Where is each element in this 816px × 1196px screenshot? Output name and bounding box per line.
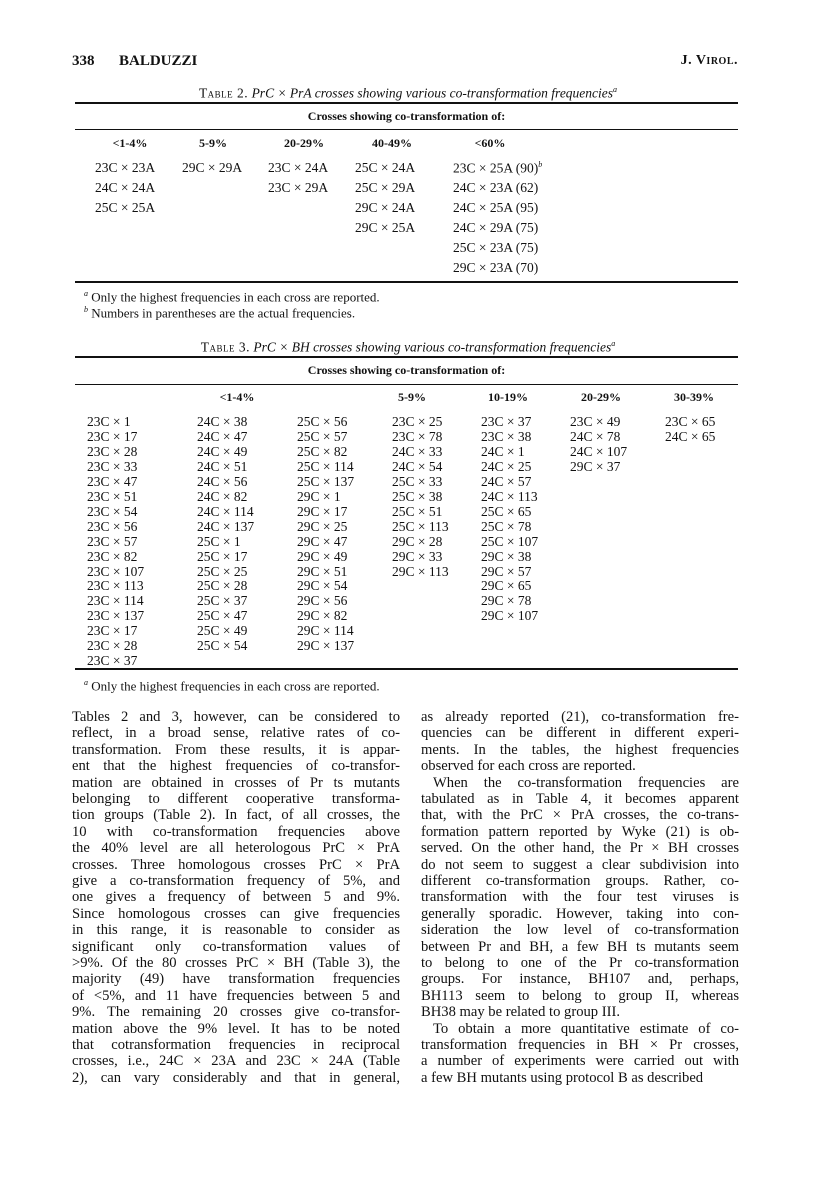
cell-text: 23C × 29A — [268, 180, 329, 195]
table2-caption — [0, 85, 816, 102]
table-cell — [297, 534, 347, 550]
column-header: 20-29% — [581, 390, 621, 404]
table-cell — [481, 564, 531, 580]
table-cell — [392, 429, 442, 445]
footnote-text: Only the highest frequencies in each cross are reported. — [91, 289, 380, 305]
body-line: tabulated as in Table 4, it becomes apparent — [421, 791, 739, 807]
table-cell — [87, 504, 137, 520]
body-line: served. On the other hand, the Pr × BH crosses — [421, 840, 739, 857]
body-line: ent that the highest frequencies of co-transfor- — [72, 758, 400, 775]
table3-top-rule — [75, 356, 738, 358]
cell-text: 24C × 113 — [481, 488, 538, 504]
cell-text: 23C × 114 — [87, 593, 144, 609]
table-cell — [481, 444, 525, 460]
table-cell — [87, 608, 144, 624]
cell-text: 23C × 47 — [87, 473, 138, 489]
cell-text: 29C × 107 — [481, 608, 539, 624]
body-line: of <5%, and 11 have frequencies between 5 and — [72, 987, 400, 1004]
table-cell — [355, 180, 415, 196]
table-cell — [570, 414, 620, 430]
table-cell — [297, 519, 347, 535]
table-cell — [297, 578, 347, 594]
table-cell — [197, 489, 247, 505]
column-header: 5-9% — [398, 390, 426, 404]
table2-bottom-rule — [75, 281, 738, 283]
cell-text: 24C × 23A (62) — [453, 180, 539, 195]
cell-text: 24C × 25A (95) — [453, 200, 539, 215]
body-line: formation pattern reported by Wyke (21) is ob- — [421, 823, 739, 840]
cell-text: 25C × 47 — [197, 608, 248, 624]
table-cell — [87, 444, 137, 460]
table-cell — [453, 180, 538, 196]
cell-text: 29C × 28 — [392, 533, 443, 549]
cell-text: 23C × 113 — [87, 578, 144, 594]
cell-text: 29C × 1 — [297, 488, 341, 504]
cell-text: 23C × 25A (90) — [453, 160, 539, 176]
table-cell — [197, 414, 247, 430]
table-cell — [95, 200, 155, 216]
body-line: belonging to different cooperative transforma- — [72, 791, 400, 807]
table3-caption — [0, 339, 816, 356]
table-cell — [197, 459, 247, 475]
cell-text: 25C × 24A — [355, 160, 416, 175]
cell-text: 24C × 25 — [481, 458, 532, 474]
body-line: tion groups (Table 2). In fact, of all crosses, the — [72, 807, 400, 824]
cell-text: 23C × 1 — [87, 414, 131, 429]
table-cell — [197, 564, 247, 580]
table-cell — [570, 429, 620, 445]
body-line: Tables 2 and 3, however, can be considered to — [72, 709, 400, 725]
table-cell — [197, 608, 247, 624]
cell-text: 23C × 54 — [87, 503, 138, 519]
body-line: reflect, in a broad sense, relative rates of co- — [72, 725, 400, 742]
table-cell — [87, 519, 137, 535]
column-header: 30-39% — [674, 390, 714, 404]
table-cell — [481, 578, 531, 594]
table-cell — [297, 564, 347, 580]
table-cell — [197, 593, 247, 609]
cell-text: 29C × 57 — [481, 563, 532, 579]
table-cell — [481, 519, 531, 535]
cell-text: 23C × 38 — [481, 428, 532, 444]
cell-text: 25C × 82 — [297, 443, 348, 459]
body-line: BH38 may be related to group III. — [421, 1004, 620, 1021]
table-cell — [87, 489, 137, 505]
cell-text: 24C × 54 — [392, 458, 443, 474]
cell-text: 29C × 47 — [297, 533, 348, 549]
table-cell — [570, 444, 627, 460]
cell-text: 24C × 24A — [95, 180, 156, 195]
table-cell — [87, 459, 137, 475]
cell-text: 25C × 23A (75) — [453, 240, 539, 255]
table-cell — [481, 429, 531, 445]
cell-text: 25C × 137 — [297, 473, 355, 489]
cell-text: 23C × 24A — [268, 160, 329, 175]
table-cell — [268, 180, 328, 196]
table-cell — [87, 578, 144, 594]
body-line: crosses, i.e., 24C × 23A and 23C × 24A (Table — [72, 1053, 400, 1070]
body-line: transformation with the four test viruses is — [421, 889, 739, 906]
table-cell — [87, 623, 137, 639]
cell-text: 24C × 56 — [197, 473, 248, 489]
table-cell — [392, 534, 442, 550]
table-cell — [297, 504, 347, 520]
body-line: different co-transformation groups. Rather, co- — [421, 873, 739, 889]
table-cell — [87, 534, 137, 550]
cell-text: 23C × 23A — [95, 160, 156, 175]
cell-text: 23C × 65 — [665, 414, 716, 429]
body-line: to belong to one of the Pr co-transformation — [421, 955, 739, 971]
table-cell — [182, 160, 242, 176]
cell-text: 25C × 107 — [481, 533, 539, 549]
table-cell — [297, 429, 347, 445]
table-cell — [197, 519, 254, 535]
cell-text: 29C × 25 — [297, 518, 348, 534]
table-cell — [297, 414, 347, 430]
table-cell — [665, 414, 715, 430]
body-line: the 40% level are all heterologous PrC × PrA — [72, 840, 400, 857]
cell-text: 29C × 78 — [481, 593, 532, 609]
table2-title-note: a — [613, 85, 618, 94]
table-cell — [392, 474, 442, 490]
table-cell — [268, 160, 328, 176]
column-header: <60% — [474, 136, 506, 150]
cell-text: 25C × 56 — [297, 414, 348, 429]
cell-text: 29C × 49 — [297, 548, 348, 564]
body-line: in this range, it is reasonable to consider as — [72, 922, 400, 939]
footnote-mark: b — [538, 160, 543, 169]
cell-text: 24C × 114 — [197, 503, 254, 519]
body-line: ments. In the tables, the highest frequencies — [421, 741, 739, 758]
table-cell — [297, 608, 347, 624]
table-cell — [87, 593, 144, 609]
cell-text: 25C × 51 — [392, 503, 443, 519]
table-cell — [355, 200, 415, 216]
table3-bottom-rule — [75, 668, 738, 670]
table-cell — [392, 549, 442, 565]
column-header: 10-19% — [488, 390, 528, 404]
cell-text: 29C × 24A — [355, 200, 416, 215]
body-line: groups. For instance, BH107 and, perhaps, — [421, 971, 739, 988]
cell-text: 24C × 29A (75) — [453, 220, 539, 235]
cell-text: 23C × 107 — [87, 563, 145, 579]
cell-text: 23C × 28 — [87, 443, 138, 459]
cell-text: 24C × 51 — [197, 458, 248, 474]
table-cell — [481, 534, 538, 550]
body-line: When the co-transformation frequencies are — [433, 774, 739, 791]
body-line: that cotransformation frequencies in reciprocal — [72, 1037, 400, 1053]
footnote-mark: a — [84, 289, 88, 298]
table-cell — [87, 549, 137, 565]
table-cell — [355, 220, 415, 236]
cell-text: 25C × 1 — [197, 533, 241, 549]
table-cell — [197, 474, 247, 490]
running-head-author: BALDUZZI — [119, 53, 198, 69]
cell-text: 29C × 38 — [481, 548, 532, 564]
table-cell — [392, 504, 442, 520]
cell-text: 29C × 33 — [392, 548, 443, 564]
page-number: 338 — [72, 53, 95, 69]
cell-text: 25C × 37 — [197, 593, 248, 609]
cell-text: 25C × 38 — [392, 488, 443, 504]
cell-text: 24C × 1 — [481, 443, 525, 459]
column-header: 20-29% — [284, 136, 324, 150]
cell-text: 24C × 49 — [197, 443, 248, 459]
table-cell — [665, 429, 715, 445]
body-line: a number of experiments were carried out with — [421, 1053, 739, 1070]
cell-text: 23C × 28 — [87, 638, 138, 654]
cell-text: 29C × 51 — [297, 563, 348, 579]
body-line: BH113 seem to belong to group II, whereas — [421, 987, 739, 1004]
cell-text: 25C × 113 — [392, 518, 449, 534]
body-line: Since homologous crosses can give frequencies — [72, 905, 400, 922]
table-cell — [297, 459, 354, 475]
table-cell — [453, 220, 538, 236]
table2-rule — [75, 129, 738, 130]
table3-rule — [75, 384, 738, 385]
table2-top-rule — [75, 102, 738, 104]
body-line: transformation frequencies in BH × Pr crosses, — [421, 1037, 739, 1053]
table-cell — [481, 504, 531, 520]
table-footnote — [84, 678, 380, 694]
cell-text: 23C × 37 — [481, 414, 532, 429]
body-line: transformation. From these results, it is appar- — [72, 741, 400, 758]
table-cell — [392, 564, 449, 580]
column-header: 5-9% — [199, 136, 227, 150]
body-line: 10 with co-transformation frequencies above — [72, 823, 400, 840]
table-cell — [95, 160, 155, 176]
cell-text: 23C × 49 — [570, 414, 621, 429]
body-line: significant only co-transformation values of — [72, 938, 400, 955]
table-cell — [87, 429, 137, 445]
cell-text: 24C × 33 — [392, 443, 443, 459]
cell-text: 23C × 78 — [392, 428, 443, 444]
table-cell — [297, 444, 347, 460]
cell-text: 23C × 56 — [87, 518, 138, 534]
table-cell — [297, 474, 354, 490]
footnote-text: Only the highest frequencies in each cross are reported. — [91, 678, 380, 694]
body-line: one gives a frequency of between 5 and 9%. — [72, 889, 400, 906]
cell-text: 25C × 54 — [197, 638, 248, 654]
table-cell — [297, 638, 354, 654]
cell-text: 23C × 137 — [87, 608, 145, 624]
cell-text: 29C × 17 — [297, 503, 348, 519]
body-line: mation above the 9% level. It has to be noted — [72, 1020, 400, 1037]
cell-text: 25C × 25A — [95, 200, 156, 215]
cell-text: 25C × 49 — [197, 623, 248, 639]
cell-text: 29C × 137 — [297, 638, 355, 654]
cell-text: 24C × 47 — [197, 428, 248, 444]
column-header: <1-4% — [219, 390, 255, 404]
body-line: 2), can vary considerably and that in general, — [72, 1069, 400, 1086]
cell-text: 23C × 17 — [87, 428, 138, 444]
table2-label: Table 2. — [198, 85, 249, 101]
table-cell — [87, 414, 131, 430]
cell-text: 23C × 82 — [87, 548, 138, 564]
table-cell — [297, 623, 354, 639]
cell-text: 23C × 25 — [392, 414, 443, 429]
table-footnote — [84, 289, 380, 305]
column-header: 40-49% — [372, 136, 412, 150]
table-cell — [197, 549, 247, 565]
body-line: a few BH mutants using protocol B as described — [421, 1069, 704, 1086]
table-cell — [481, 459, 531, 475]
body-line: between Pr and BH, a few BH ts mutants seem — [421, 938, 739, 955]
cell-text: 24C × 57 — [481, 473, 532, 489]
table3-label: Table 3. — [200, 339, 250, 355]
cell-text: 24C × 65 — [665, 428, 716, 444]
table-cell — [392, 444, 442, 460]
table-cell — [197, 578, 247, 594]
cell-text: 29C × 56 — [297, 593, 348, 609]
body-line: sideration the low level of co-transformation — [421, 922, 739, 939]
table-cell — [453, 200, 538, 216]
table-cell — [481, 474, 531, 490]
cell-text: 24C × 38 — [197, 414, 248, 429]
table-footnote — [84, 305, 355, 321]
body-line: mation are obtained in crosses of Pr ts mutants — [72, 774, 400, 791]
cell-text: 25C × 65 — [481, 503, 532, 519]
cell-text: 29C × 29A — [182, 160, 243, 175]
table-cell — [453, 260, 538, 276]
body-line: majority (49) have transformation frequencies — [72, 971, 400, 988]
cell-text: 29C × 23A (70) — [453, 260, 539, 275]
running-head-journal: J. Virol. — [680, 53, 738, 68]
table3-title-note: a — [611, 339, 616, 348]
table-cell — [481, 593, 531, 609]
table-cell — [453, 160, 542, 177]
cell-text: 29C × 37 — [570, 458, 621, 474]
table2-subtitle: Crosses showing co-transformation of: — [307, 109, 506, 123]
table-cell — [87, 474, 137, 490]
table-cell — [570, 459, 620, 475]
table-cell — [392, 459, 442, 475]
cell-text: 25C × 33 — [392, 473, 443, 489]
footnote-mark: b — [84, 305, 88, 314]
body-line: quencies can be different in different experi- — [421, 725, 739, 742]
table-cell — [481, 489, 538, 505]
cell-text: 23C × 37 — [87, 653, 138, 669]
table-cell — [481, 414, 531, 430]
body-line: To obtain a more quantitative estimate of co- — [433, 1020, 739, 1037]
table-cell — [392, 414, 442, 430]
table-cell — [392, 489, 442, 505]
table-cell — [197, 504, 254, 520]
table3-subtitle: Crosses showing co-transformation of: — [307, 363, 506, 377]
table-cell — [197, 638, 247, 654]
table-cell — [95, 180, 155, 196]
table-cell — [87, 653, 137, 669]
table-cell — [87, 638, 137, 654]
cell-text: 29C × 113 — [392, 563, 449, 579]
body-line: as already reported (21), co-transformation fre- — [421, 709, 739, 725]
cell-text: 24C × 137 — [197, 518, 255, 534]
body-line: 9%. The remaining 20 crosses give co-transfor- — [72, 1004, 400, 1021]
cell-text: 29C × 25A — [355, 220, 416, 235]
cell-text: 23C × 57 — [87, 533, 138, 549]
cell-text: 29C × 65 — [481, 578, 532, 594]
cell-text: 29C × 114 — [297, 623, 354, 639]
footnote-text: Numbers in parentheses are the actual frequencies. — [91, 305, 356, 321]
cell-text: 29C × 54 — [297, 578, 348, 594]
cell-text: 25C × 25 — [197, 563, 248, 579]
table-cell — [392, 519, 449, 535]
table3-title: PrC × BH crosses showing various co-transformation frequencies — [253, 339, 612, 355]
table-cell — [297, 489, 341, 505]
table-cell — [197, 429, 247, 445]
body-line: generally sporadic. However, taking into con- — [421, 905, 739, 922]
footnote-mark: a — [84, 678, 88, 687]
table-cell — [453, 240, 538, 256]
cell-text: 25C × 28 — [197, 578, 248, 594]
body-line: >9%. Of the 80 crosses PrC × BH (Table 3), the — [72, 955, 400, 971]
table-cell — [197, 623, 247, 639]
cell-text: 25C × 29A — [355, 180, 416, 195]
cell-text: 25C × 78 — [481, 518, 532, 534]
cell-text: 25C × 114 — [297, 458, 354, 474]
table-cell — [355, 160, 415, 176]
cell-text: 24C × 82 — [197, 488, 248, 504]
body-line: crosses. Three homologous crosses PrC × PrA — [72, 856, 400, 873]
body-line: that, with the PrC × PrA crosses, the co-trans- — [421, 807, 739, 824]
column-header: <1-4% — [112, 136, 148, 150]
cell-text: 23C × 33 — [87, 458, 138, 474]
cell-text: 23C × 51 — [87, 488, 138, 504]
table-cell — [87, 564, 144, 580]
body-line: give a co-transformation frequency of 5%, and — [72, 873, 400, 889]
cell-text: 25C × 57 — [297, 428, 348, 444]
table-cell — [197, 444, 247, 460]
cell-text: 24C × 107 — [570, 443, 628, 459]
cell-text: 29C × 82 — [297, 608, 348, 624]
body-line: observed for each cross are reported. — [421, 758, 636, 775]
body-line: do not seem to suggest a clear subdivision into — [421, 856, 739, 873]
cell-text: 25C × 17 — [197, 548, 248, 564]
table2-title: PrC × PrA crosses showing various co-transformation frequencies — [251, 85, 614, 101]
table-cell — [297, 593, 347, 609]
table-cell — [481, 608, 538, 624]
table-cell — [481, 549, 531, 565]
table-cell — [297, 549, 347, 565]
cell-text: 24C × 78 — [570, 428, 621, 444]
table-cell — [197, 534, 241, 550]
cell-text: 23C × 17 — [87, 623, 138, 639]
